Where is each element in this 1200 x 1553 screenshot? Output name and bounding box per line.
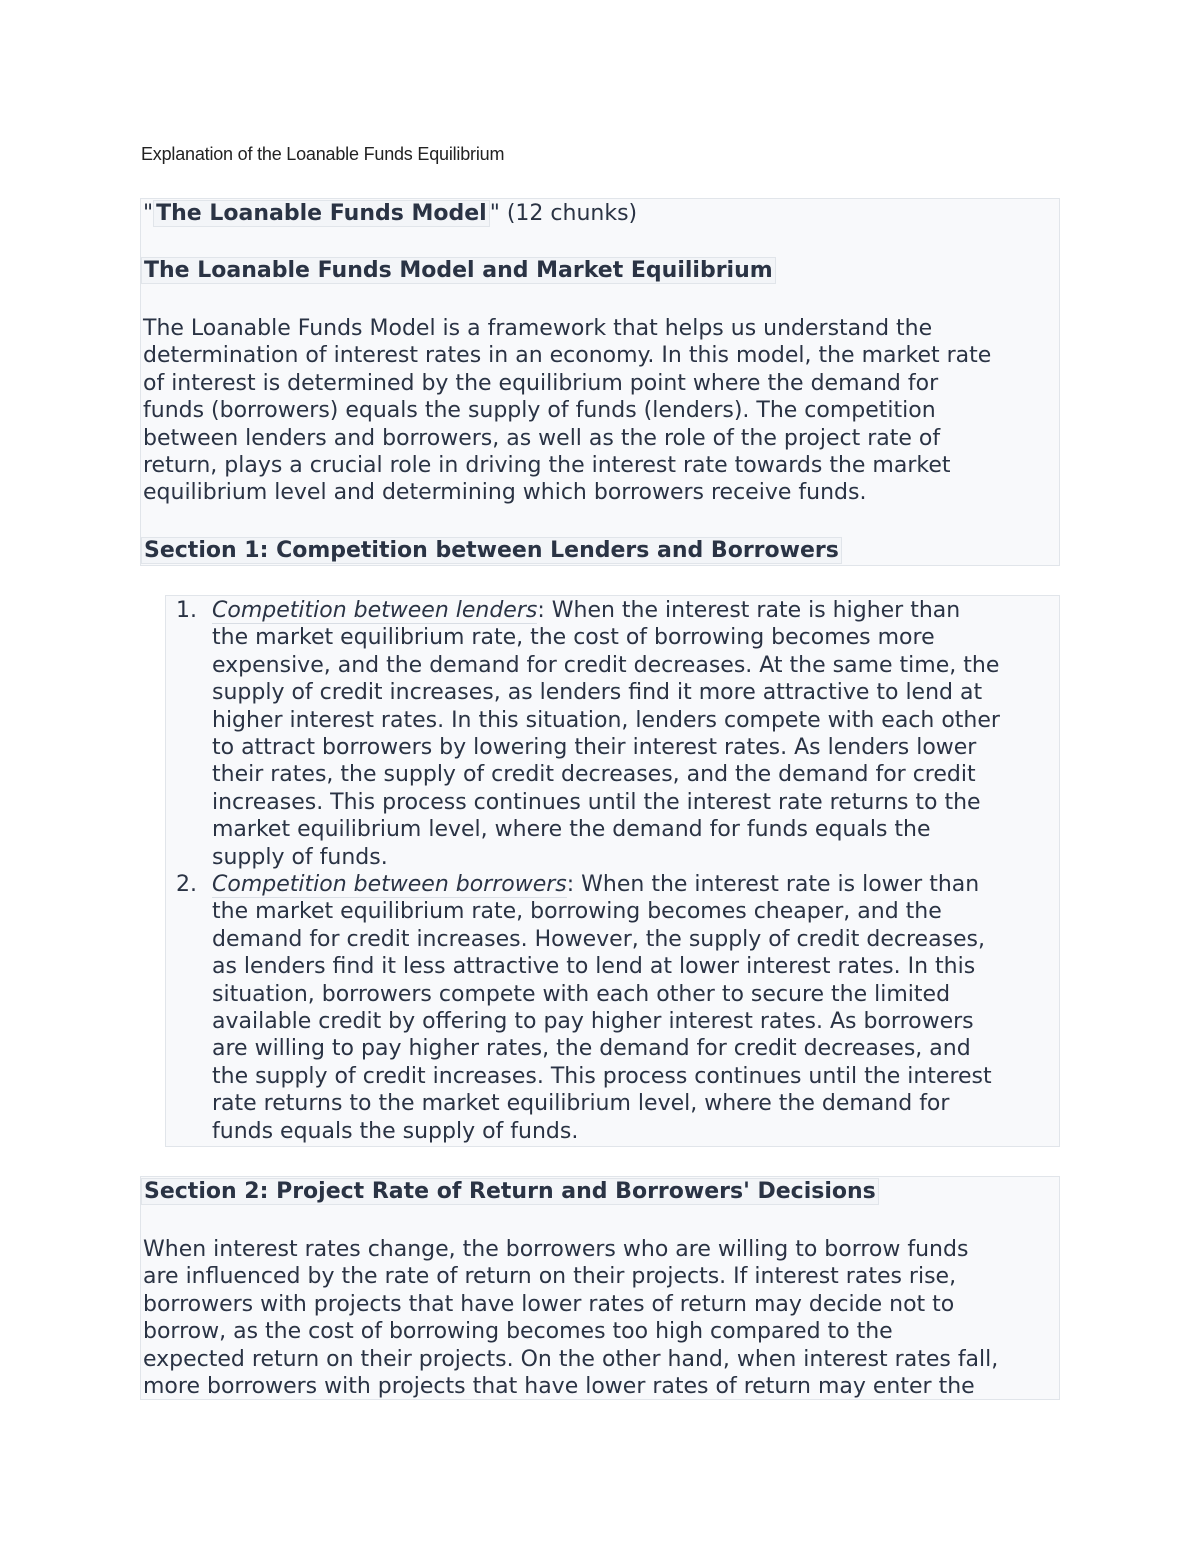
- list-line: available credit by offering to pay higher interest rates. As borrowers: [212, 1009, 974, 1035]
- list-line: rate returns to the market equilibrium level, where the demand for: [212, 1091, 950, 1117]
- intro-line: funds (borrowers) equals the supply of funds (lenders). The competition: [143, 398, 936, 424]
- section2-heading: Section 2: Project Rate of Return and Borrowers' Decisions: [141, 1178, 879, 1205]
- content-block-intro: [140, 198, 1060, 566]
- content-block-list: [165, 595, 1060, 1147]
- list-line: funds equals the supply of funds.: [212, 1118, 579, 1144]
- list-line: the supply of credit increases. This process continues until the interest: [212, 1063, 992, 1089]
- list-line: the market equilibrium rate, the cost of borrowing becomes more: [212, 625, 935, 651]
- intro-line: determination of interest rates in an economy. In this model, the market rate: [143, 343, 992, 369]
- intro-line: The Loanable Funds Model is a framework that helps us understand the: [143, 316, 933, 341]
- document-title: Explanation of the Loanable Funds Equilibrium: [141, 144, 505, 164]
- intro-line: between lenders and borrowers, as well as the role of the project rate of: [143, 425, 941, 451]
- section2-line: more borrowers with projects that have lower rates of return may enter the: [143, 1374, 975, 1400]
- list-line: market equilibrium level, where the demand for funds equals the: [212, 817, 931, 843]
- list-line: the market equilibrium rate, borrowing becomes cheaper, and the: [212, 899, 942, 925]
- list-line: supply of funds.: [212, 844, 388, 870]
- section1-heading: Section 1: Competition between Lenders and Borrowers: [141, 537, 842, 564]
- content-block-section2: [140, 1176, 1060, 1400]
- quote-open: ": [143, 201, 154, 226]
- list-line: their rates, the supply of credit decreases, and the demand for credit: [212, 762, 976, 788]
- intro-line: of interest is determined by the equilibrium point where the demand for: [143, 370, 939, 396]
- list-line: increases. This process continues until the interest rate returns to the: [212, 789, 981, 815]
- list-line: situation, borrowers compete with each other to secure the limited: [212, 981, 951, 1007]
- list-number: 2.: [176, 872, 197, 897]
- list-line: supply of credit increases, as lenders find it more attractive to lend at: [212, 680, 983, 706]
- quote-close: ": [489, 201, 500, 226]
- intro-line: return, plays a crucial role in driving the interest rate towards the market: [143, 453, 951, 479]
- list-line: to attract borrowers by lowering their interest rates. As lenders lower: [212, 735, 977, 761]
- list-term: Competition between lenders: [212, 598, 538, 623]
- list-line: demand for credit increases. However, the supply of credit decreases,: [212, 926, 986, 952]
- intro-paragraph: [143, 315, 991, 507]
- list-line: expensive, and the demand for credit decreases. At the same time, the: [212, 652, 1000, 678]
- model-title[interactable]: The Loanable Funds Model: [153, 200, 490, 227]
- list-first-line: : When the interest rate is higher than: [537, 598, 961, 623]
- section2-line: are influenced by the rate of return on their projects. If interest rates rise,: [143, 1264, 957, 1290]
- section2-line: borrow, as the cost of borrowing becomes too high compared to the: [143, 1319, 893, 1345]
- list-line: higher interest rates. In this situation, lenders compete with each other: [212, 707, 1000, 733]
- list-number: 1.: [176, 598, 197, 623]
- list-first-line: : When the interest rate is lower than: [566, 872, 980, 897]
- list-term: Competition between borrowers: [212, 872, 567, 897]
- section2-line: borrowers with projects that have lower rates of return may decide not to: [143, 1291, 955, 1317]
- section2-line: When interest rates change, the borrowers who are willing to borrow funds: [143, 1237, 969, 1262]
- intro-line: equilibrium level and determining which borrowers receive funds.: [143, 480, 867, 506]
- main-heading: The Loanable Funds Model and Market Equilibrium: [141, 257, 776, 284]
- chunk-header: [143, 200, 637, 227]
- list-line: as lenders find it less attractive to lend at lower interest rates. In this: [212, 954, 976, 980]
- section2-line: expected return on their projects. On the other hand, when interest rates fall,: [143, 1346, 999, 1372]
- section2-paragraph: [143, 1236, 998, 1400]
- list-line: are willing to pay higher rates, the demand for credit decreases, and: [212, 1036, 971, 1062]
- chunk-count: (12 chunks): [499, 201, 638, 226]
